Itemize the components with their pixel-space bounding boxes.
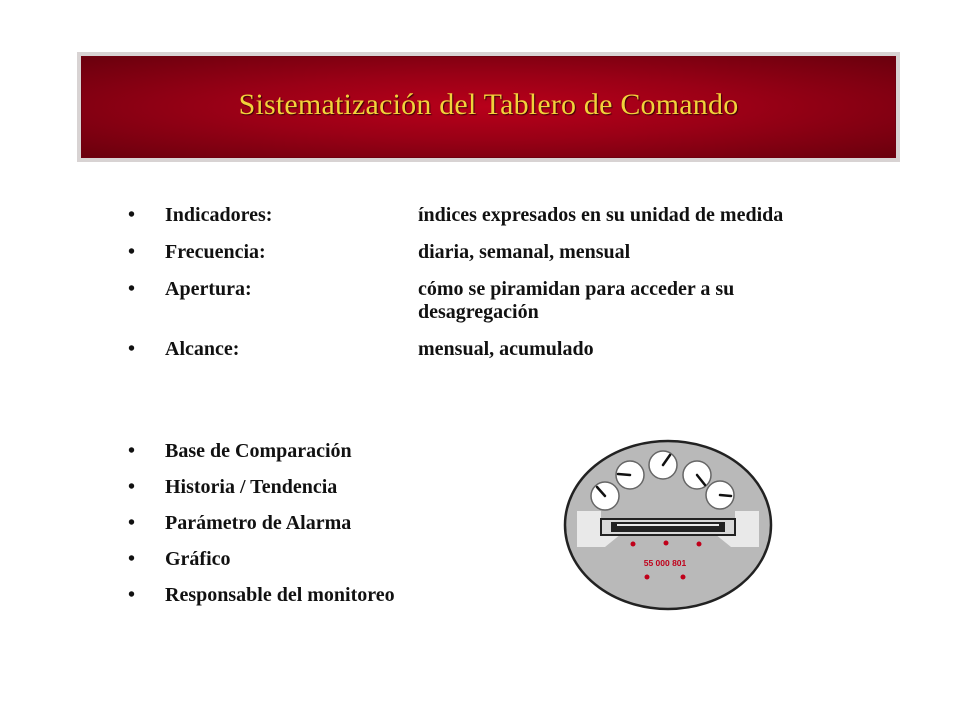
definition-label: Frecuencia:: [165, 241, 266, 263]
definition-label: Apertura:: [165, 278, 252, 300]
list-item-label: Historia / Tendencia: [165, 476, 338, 498]
bullet: •: [128, 548, 136, 570]
screw-dot: [681, 575, 686, 580]
definition-value: mensual, acumulado: [418, 338, 594, 360]
dial-gauge: [591, 482, 619, 510]
list-item-label: Responsable del monitoreo: [165, 584, 395, 606]
items-list: [128, 440, 548, 620]
title-frame: [77, 52, 900, 162]
meter-slot-inner: [611, 522, 725, 532]
bullet: •: [128, 241, 136, 263]
meter-illustration: [563, 439, 773, 611]
list-item-label: Gráfico: [165, 548, 231, 570]
definition-value: diaria, semanal, mensual: [418, 241, 631, 263]
title-banner: [81, 56, 896, 158]
list-item: [128, 440, 548, 463]
list-item: [128, 476, 548, 499]
bullet: •: [128, 476, 136, 498]
list-item: [128, 512, 548, 535]
list-item: [128, 548, 548, 571]
screw-dot: [645, 575, 650, 580]
definition-label: Indicadores:: [165, 204, 273, 226]
definition-value: índices expresados en su unidad de medida: [418, 204, 784, 226]
bullet: •: [128, 512, 136, 534]
definition-row: [128, 338, 828, 361]
definition-row: [128, 204, 828, 227]
definition-row: [128, 278, 828, 324]
list-item-label: Parámetro de Alarma: [165, 512, 352, 534]
list-item-label: Base de Comparación: [165, 440, 352, 462]
meter-serial: 55 000 801: [643, 558, 687, 568]
definition-label: Alcance:: [165, 338, 240, 360]
bullet: •: [128, 338, 136, 360]
list-item: [128, 584, 548, 607]
bullet: •: [128, 278, 136, 300]
dial-gauge: [649, 451, 677, 479]
definitions-list: [128, 204, 828, 375]
dial-gauge: [683, 461, 711, 489]
bullet: •: [128, 440, 136, 462]
dial-gauge: [616, 461, 644, 489]
screw-dot: [664, 541, 669, 546]
screw-dot: [631, 542, 636, 547]
definition-row: [128, 241, 828, 264]
slide-title: Sistematización del Tablero de Comando: [238, 88, 739, 121]
screw-dot: [697, 542, 702, 547]
bullet: •: [128, 584, 136, 606]
bullet: •: [128, 204, 136, 226]
definition-value: cómo se piramidan para acceder a su desagregación: [418, 278, 735, 323]
dial-gauge: [706, 481, 734, 509]
